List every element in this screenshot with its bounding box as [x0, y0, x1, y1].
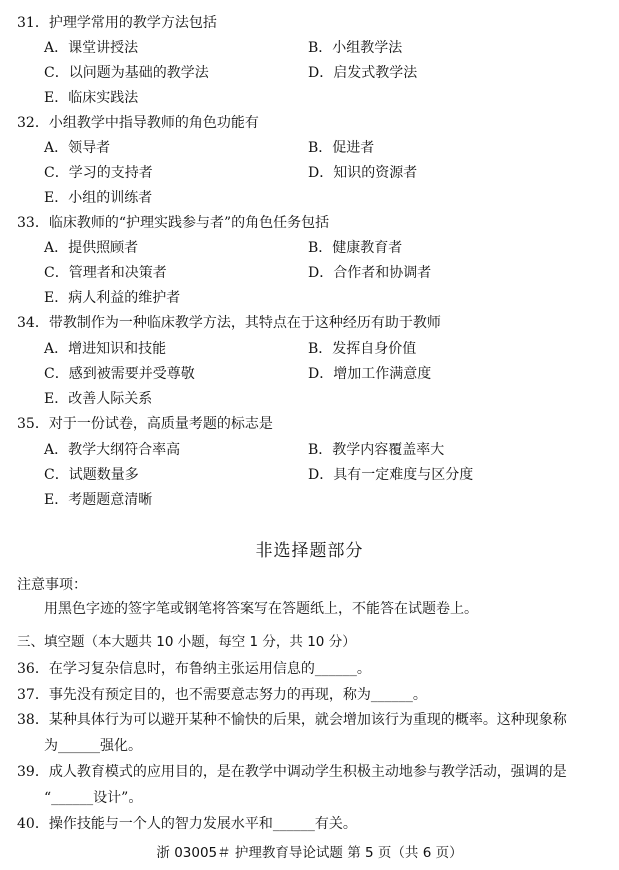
question-32-option-c: C．学习的支持者: [44, 165, 153, 181]
question-31-option-b: B．小组教学法: [308, 40, 403, 56]
question-31-option-a: A．课堂讲授法: [44, 40, 139, 56]
question-34-stem: 34．带教制作为一种临床教学方法，其特点在于这种经历有助于教师: [17, 315, 441, 331]
question-35-option-d: D．具有一定难度与区分度: [308, 467, 474, 483]
question-33-option-c: C．管理者和决策者: [44, 265, 167, 281]
question-34-option-a: A．增进知识和技能: [44, 341, 167, 357]
question-39-line-1: 39．成人教育模式的应用目的，是在教学中调动学生积极主动地参与教学活动，强调的是: [17, 764, 567, 780]
question-35-stem: 35．对于一份试卷，高质量考题的标志是: [17, 416, 273, 432]
question-33-option-a: A．提供照顾者: [44, 240, 139, 256]
question-32-option-d: D．知识的资源者: [308, 165, 418, 181]
notice-label: 注意事项：: [17, 577, 87, 593]
question-38-line-2: 为______强化。: [44, 738, 142, 754]
question-31-stem: 31．护理学常用的教学方法包括: [17, 15, 217, 31]
fill-section-header: 三、填空题（本大题共 10 小题，每空 1 分，共 10 分）: [17, 634, 356, 650]
question-31-option-e: E．临床实践法: [44, 90, 139, 106]
question-34-option-c: C．感到被需要并受尊敬: [44, 366, 195, 382]
question-33-option-e: E．病人利益的维护者: [44, 290, 181, 306]
section-title: 非选择题部分: [255, 541, 364, 561]
question-33-option-b: B．健康教育者: [308, 240, 403, 256]
question-32-option-e: E．小组的训练者: [44, 190, 153, 206]
question-31-option-d: D．启发式教学法: [308, 65, 418, 81]
question-33-option-d: D．合作者和协调者: [308, 265, 432, 281]
question-34-option-d: D．增加工作满意度: [308, 366, 432, 382]
page-footer: 浙 03005＃ 护理教育导论试题 第 5 页（共 6 页）: [156, 845, 463, 861]
question-37: 37．事先没有预定目的，也不需要意志努力的再现，称为______。: [17, 687, 427, 703]
question-36: 36．在学习复杂信息时，布鲁纳主张运用信息的______。: [17, 661, 371, 677]
question-35-option-a: A．教学大纲符合率高: [44, 442, 181, 458]
question-35-option-e: E．考题题意清晰: [44, 492, 153, 508]
question-35-option-c: C．试题数量多: [44, 467, 139, 483]
question-34-option-b: B．发挥自身价值: [308, 341, 417, 357]
question-32-option-b: B．促进者: [308, 140, 375, 156]
question-38-line-1: 38．某种具体行为可以避开某种不愉快的后果，就会增加该行为重现的概率。这种现象称: [17, 712, 567, 728]
question-39-line-2: “______设计”。: [44, 790, 143, 806]
notice-body: 用黑色字迹的签字笔或钢笔将答案写在答题纸上，不能答在试题卷上。: [44, 601, 478, 617]
question-32-stem: 32．小组教学中指导教师的角色功能有: [17, 115, 259, 131]
question-34-option-e: E．改善人际关系: [44, 391, 153, 407]
question-32-option-a: A．领导者: [44, 140, 111, 156]
question-33-stem: 33．临床教师的“护理实践参与者”的角色任务包括: [17, 215, 330, 231]
question-35-option-b: B．教学内容覆盖率大: [308, 442, 445, 458]
question-40: 40．操作技能与一个人的智力发展水平和______有关。: [17, 816, 357, 832]
question-31-option-c: C．以问题为基础的教学法: [44, 65, 209, 81]
